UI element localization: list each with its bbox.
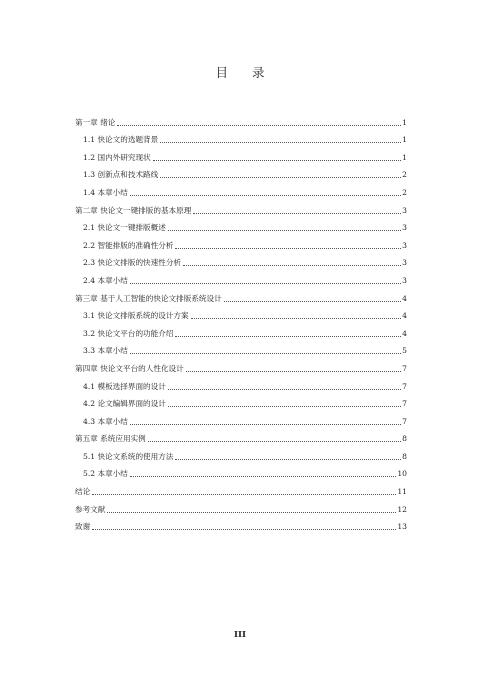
- toc-leader: [168, 389, 401, 390]
- toc-entry-label: 1.1 快论文的选题背景: [83, 135, 159, 145]
- toc-entry-page: 12: [397, 504, 407, 514]
- toc-entry-page: 13: [397, 522, 407, 532]
- toc-entry[interactable]: [75, 128, 407, 146]
- toc-entry-page: 2: [402, 170, 407, 180]
- toc-leader: [92, 529, 396, 530]
- toc-entry-page: 3: [402, 205, 407, 215]
- toc-entry[interactable]: [75, 462, 407, 480]
- toc-entry-label: 结论: [75, 487, 91, 497]
- toc-entry-label: 第一章 绪论: [75, 117, 116, 127]
- toc-entry-page: 11: [397, 487, 407, 497]
- toc-leader: [183, 265, 401, 266]
- toc-entry[interactable]: [75, 479, 407, 497]
- toc-leader: [224, 301, 401, 302]
- toc-entry[interactable]: [75, 374, 407, 392]
- toc-entry-label: 第五章 系统应用实例: [75, 434, 146, 444]
- toc-entry-label: 2.1 快论文一键排版概述: [83, 223, 166, 233]
- toc-entry-label: 4.1 模板选择界面的设计: [83, 381, 166, 391]
- toc-entry[interactable]: [75, 515, 407, 533]
- toc-leader: [117, 125, 401, 126]
- toc-leader: [130, 195, 401, 196]
- toc-entry-page: 4: [402, 328, 407, 338]
- toc-entry[interactable]: [75, 286, 407, 304]
- toc-entry-page: 3: [402, 258, 407, 268]
- toc-entry-page: 1: [402, 135, 407, 145]
- toc-entry[interactable]: [75, 409, 407, 427]
- toc-entry-page: 5: [402, 346, 407, 356]
- toc-leader: [107, 512, 396, 513]
- toc-entry[interactable]: [75, 180, 407, 198]
- toc-entry-label: 参考文献: [75, 504, 106, 514]
- toc-entry[interactable]: [75, 198, 407, 216]
- table-of-contents: [75, 110, 407, 532]
- toc-entry[interactable]: [75, 321, 407, 339]
- page-number-footer: III: [234, 630, 246, 640]
- toc-leader: [168, 230, 401, 231]
- toc-entry[interactable]: [75, 145, 407, 163]
- toc-entry-label: 2.4 本章小结: [83, 275, 128, 285]
- toc-entry[interactable]: [75, 268, 407, 286]
- toc-entry[interactable]: [75, 216, 407, 234]
- toc-entry-label: 2.2 智能排版的准确性分析: [83, 240, 174, 250]
- toc-entry-label: 第三章 基于人工智能的快论文排版系统设计: [75, 293, 222, 303]
- toc-entry-page: 3: [402, 240, 407, 250]
- toc-entry[interactable]: [75, 339, 407, 357]
- toc-entry-label: 2.3 快论文排版的快速性分析: [83, 258, 182, 268]
- toc-entry[interactable]: [75, 497, 407, 515]
- toc-leader: [160, 142, 401, 143]
- toc-entry[interactable]: [75, 356, 407, 374]
- toc-leader: [130, 283, 401, 284]
- toc-entry-label: 3.1 快论文排版系统的设计方案: [83, 311, 189, 321]
- toc-entry[interactable]: [75, 110, 407, 128]
- toc-entry-page: 8: [402, 434, 407, 444]
- toc-entry-label: 3.3 本章小结: [83, 346, 128, 356]
- toc-entry[interactable]: [75, 444, 407, 462]
- toc-entry-page: 3: [402, 275, 407, 285]
- toc-entry-label: 3.2 快论文平台的功能介绍: [83, 328, 174, 338]
- toc-leader: [168, 406, 401, 407]
- toc-leader: [130, 424, 401, 425]
- toc-entry-page: 10: [397, 469, 407, 479]
- toc-leader: [148, 441, 401, 442]
- toc-entry-label: 1.2 国内外研究现状: [83, 152, 151, 162]
- toc-entry-label: 致谢: [75, 522, 91, 532]
- toc-entry-page: 1: [402, 152, 407, 162]
- toc-entry-page: 7: [402, 381, 407, 391]
- toc-entry-label: 5.1 快论文系统的使用方法: [83, 451, 174, 461]
- toc-entry-page: 8: [402, 451, 407, 461]
- toc-leader: [193, 213, 401, 214]
- toc-leader: [191, 318, 402, 319]
- toc-entry-page: 7: [402, 399, 407, 409]
- toc-entry[interactable]: [75, 427, 407, 445]
- toc-entry-label: 1.3 创新点和技术路线: [83, 170, 159, 180]
- toc-entry-label: 4.2 论文编辑界面的设计: [83, 399, 166, 409]
- toc-entry-page: 7: [402, 363, 407, 373]
- toc-entry[interactable]: [75, 304, 407, 322]
- toc-entry-label: 5.2 本章小结: [83, 469, 128, 479]
- toc-leader: [153, 160, 402, 161]
- toc-entry-label: 第四章 快论文平台的人性化设计: [75, 363, 184, 373]
- toc-entry-page: 7: [402, 416, 407, 426]
- toc-entry-page: 1: [402, 117, 407, 127]
- toc-leader: [130, 353, 401, 354]
- toc-entry-page: 3: [402, 223, 407, 233]
- toc-entry[interactable]: [75, 163, 407, 181]
- toc-leader: [175, 248, 401, 249]
- toc-entry-page: 4: [402, 311, 407, 321]
- toc-title: 目 录: [215, 65, 275, 80]
- toc-entry[interactable]: [75, 251, 407, 269]
- toc-entry-label: 1.4 本章小结: [83, 187, 128, 197]
- toc-entry-label: 第二章 快论文一键排版的基本原理: [75, 205, 192, 215]
- toc-leader: [160, 177, 401, 178]
- toc-entry-page: 2: [402, 187, 407, 197]
- toc-leader: [175, 336, 401, 337]
- toc-entry[interactable]: [75, 392, 407, 410]
- toc-leader: [186, 371, 401, 372]
- toc-entry-page: 4: [402, 293, 407, 303]
- toc-entry-label: 4.3 本章小结: [83, 416, 128, 426]
- toc-leader: [92, 494, 396, 495]
- toc-entry[interactable]: [75, 233, 407, 251]
- toc-leader: [130, 476, 396, 477]
- toc-leader: [175, 459, 401, 460]
